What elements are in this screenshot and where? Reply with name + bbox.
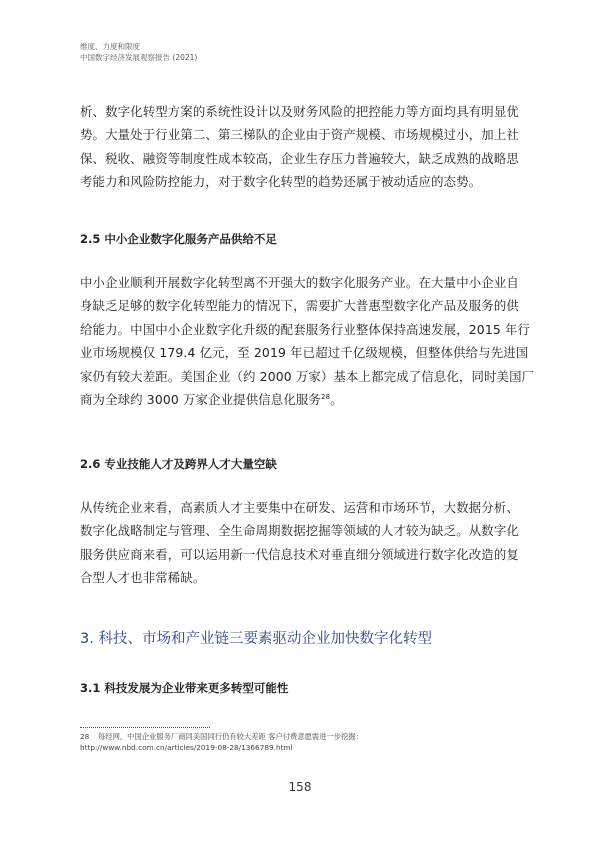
header-subtitle: 中国数字经济发展观察报告 (2021): [80, 53, 198, 62]
paragraph-1: [80, 100, 519, 194]
text-line: 势。大量处于行业第二、第三梯队的企业由于资产规模、市场规模过小，加上社: [80, 127, 519, 143]
text-line: 保、税收、融资等制度性成本较高，企业生存压力普遍较大，缺乏成熟的战略思: [80, 150, 519, 166]
paragraph-2: [80, 271, 534, 411]
section-heading-3: 3. 科技、市场和产业链三要素驱动企业加快数字化转型: [80, 631, 432, 647]
section-heading-2-6: 2.6 专业技能人才及跨界人才大量空缺: [80, 457, 277, 471]
text-line: 合型人才也非常稀缺。: [80, 570, 206, 586]
header-title: 维度、力度和限度: [80, 42, 140, 51]
text-fragment: 。: [330, 392, 343, 408]
footnote-divider: [80, 727, 210, 728]
text-line: 身缺乏足够的数字化转型能力的情况下，需要扩大普惠型数字化产品及服务的供: [80, 298, 519, 314]
footnote-url[interactable]: http://www.nbd.com.cn/articles/2019-08-28/1366789.html: [80, 743, 293, 752]
footnote-reference[interactable]: 28: [320, 392, 331, 401]
section-heading-3-1: 3.1 科技发展为企业带来更多转型可能性: [80, 681, 289, 695]
footnote-text: 每经网，中国企业服务厂商同美国同行仍有较大差距 客户付费意愿需进一步挖掘：: [98, 732, 364, 741]
section-heading-2-5: 2.5 中小企业数字化服务产品供给不足: [80, 232, 277, 246]
text-line: 析、数字化转型方案的系统性设计以及财务风险的把控能力等方面均具有明显优: [80, 104, 519, 119]
text-line: 数字化战略制定与管理、全生命周期数据挖掘等领域的人才较为缺乏。从数字化: [80, 523, 519, 539]
text-line: 给能力。中国中小企业数字化升级的配套服务行业整体保持高速发展，2015 年行: [80, 321, 531, 337]
paragraph-3: [80, 496, 519, 590]
text-line: 家仍有较大差距。美国企业（约 2000 万家）基本上都完成了信息化，同时美国厂: [80, 368, 535, 384]
footnote-number: 28: [80, 732, 90, 741]
text-line: 从传统企业来看，高素质人才主要集中在研发、运营和市场环节，大数据分析、: [80, 500, 519, 515]
page-number: 158: [288, 780, 312, 794]
text-line: 服务供应商来看，可以运用新一代信息技术对垂直细分领域进行数字化改造的复: [80, 546, 519, 562]
running-header: [80, 41, 197, 63]
footnote: [80, 731, 363, 753]
text-fragment: 商为全球约 3000 万家企业提供信息化服务: [80, 392, 321, 408]
text-line: 中小企业顺利开展数字化转型离不开强大的数字化服务产业。在大量中小企业自: [80, 275, 519, 290]
text-line: [80, 388, 534, 411]
text-line: 考能力和风险防控能力，对于数字化转型的趋势还属于被动适应的态势。: [80, 174, 482, 190]
text-line: 业市场规模仅 179.4 亿元，至 2019 年已超过千亿级规模，但整体供给与先进国: [80, 345, 529, 361]
